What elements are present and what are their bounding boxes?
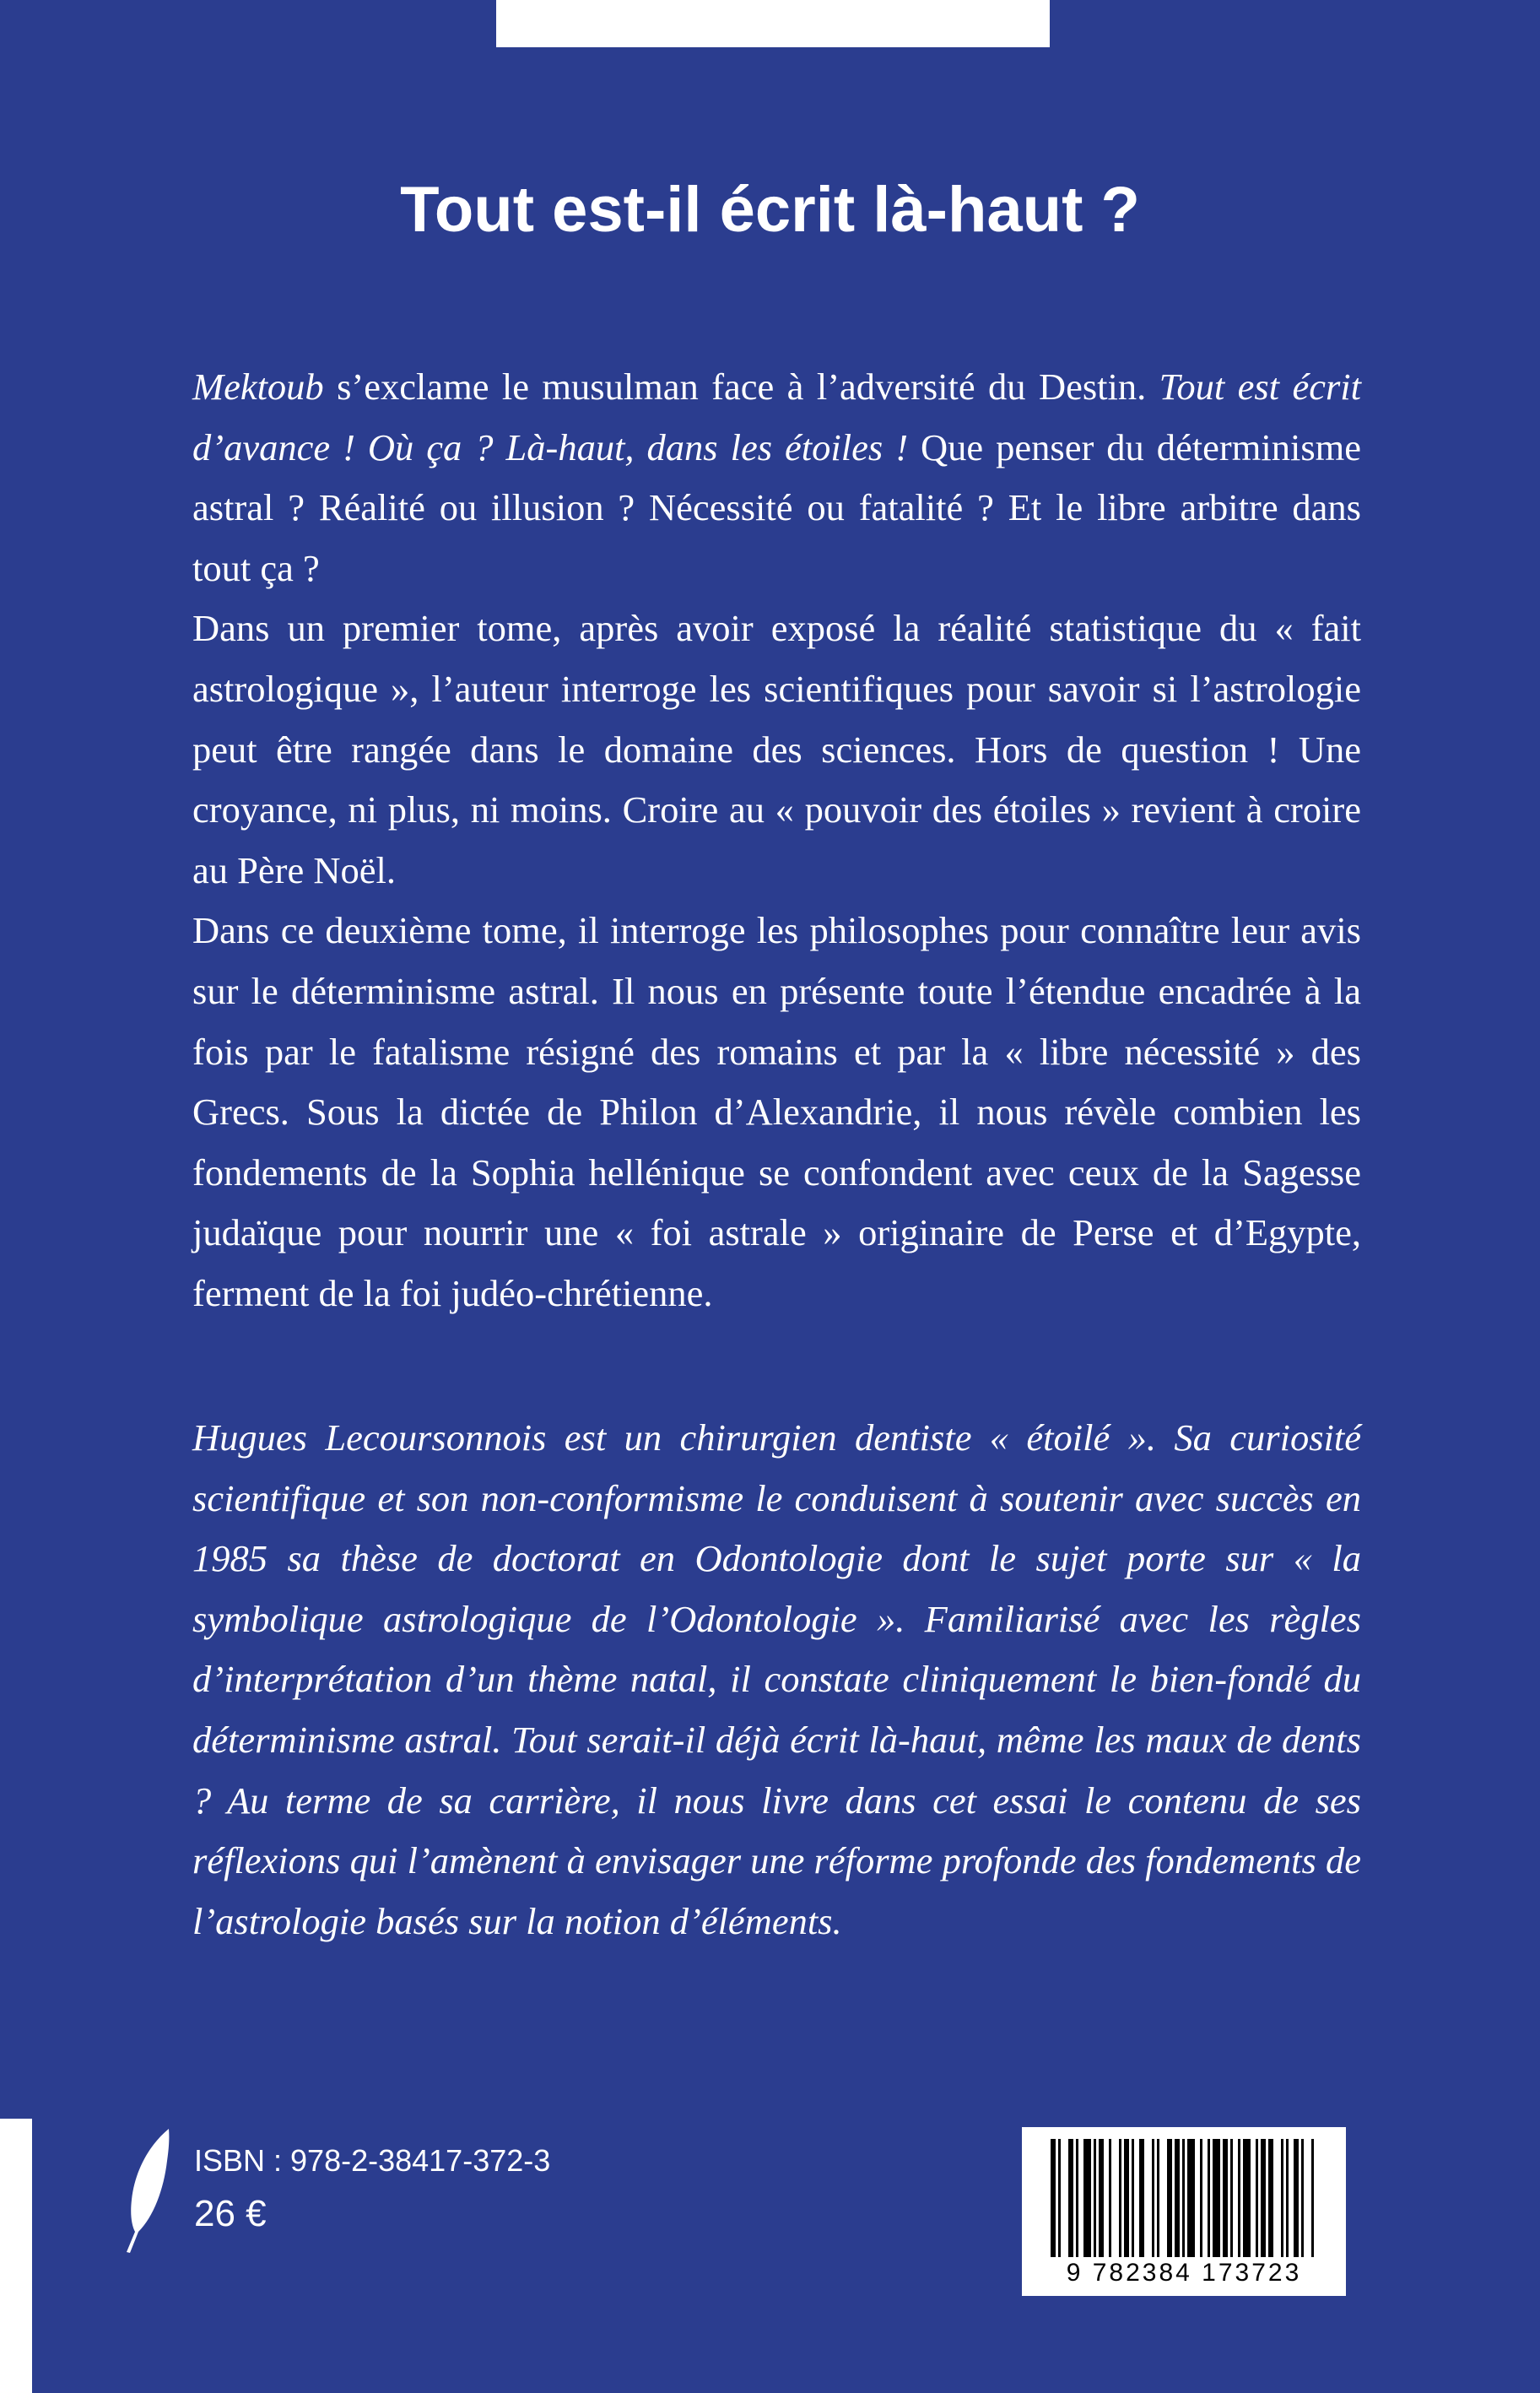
- barcode-bar: [1281, 2139, 1283, 2257]
- barcode-bar: [1099, 2139, 1104, 2257]
- barcode-bar: [1208, 2139, 1210, 2257]
- isbn-text: ISBN : 978-2-38417-372-3: [194, 2143, 551, 2178]
- barcode-bar: [1076, 2139, 1078, 2257]
- summary-run-1: s’exclame le musulman face à l’adversité du Destin.: [323, 365, 1159, 408]
- price-text: 26 €: [194, 2193, 267, 2234]
- barcode-bar: [1200, 2139, 1202, 2257]
- summary-paragraph-3: Dans ce deuxième tome, il interroge les philosophes pour connaître leur avis sur le déterminisme astral. Il nous en présente toute l’étendue encadrée à la fois par le fatalisme résigné des romains et par la « libre nécessité » des Grecs. Sous la dictée de Philon d’Alexandrie, il nous révèle combien les fondements de la Sophia hellénique se confondent avec ceux de la Sagesse judaïque pour nourrir une « foi astrale » originaire de Perse et d’Egypte, ferment de la foi judéo-chrétienne.: [192, 909, 1361, 1314]
- summary-text: [192, 357, 1361, 1324]
- top-white-tab: [496, 0, 1050, 47]
- barcode-bar: [1213, 2139, 1220, 2257]
- barcode-bar: [1182, 2139, 1185, 2257]
- barcode-bar: [1311, 2139, 1314, 2257]
- barcode-digits: 9 782384 173723: [1066, 2259, 1302, 2287]
- barcode-bar: [1051, 2139, 1056, 2257]
- summary-paragraph-2: Dans un premier tome, après avoir exposé la réalité statistique du « fait astrologique », l’auteur interroge les scientifiques pour savoir si l’astrologie peut être rangée dans le domaine des sciences. Hors de question ! Une croyance, ni plus, ni moins. Croire au « pouvoir des étoiles » revient à croire au Père Noël.: [192, 607, 1361, 891]
- barcode-bar: [1187, 2139, 1195, 2257]
- summary-paragraph-1: [192, 357, 1361, 598]
- barcode-bar: [1139, 2139, 1144, 2257]
- summary-run-0: Mektoub: [192, 365, 324, 408]
- barcode-bar: [1152, 2139, 1154, 2257]
- barcode-bar: [1132, 2139, 1134, 2257]
- author-bio: Hugues Lecoursonnois est un chirurgien dentiste « étoilé ». Sa curiosité scientifique et son non-conformisme le conduisent à soutenir avec succès en 1985 sa thèse de doctorat en Odontologie dont le sujet porte sur « la symbolique astrologique de l’Odontologie ». Familiarisé avec les règles d’interprétation d’un thème natal, il constate cliniquement le bien-fondé du déterminisme astral. Tout serait-il déjà écrit là-haut, même les maux de dents ? Au terme de sa carrière, il nous livre dans cet essai le contenu de ses réflexions qui l’amènent à envisager une réforme profonde des fondements de l’astrologie basés sur la notion d’éléments.: [192, 1416, 1361, 1942]
- barcode-bar: [1261, 2139, 1266, 2257]
- barcode-bar: [1124, 2139, 1129, 2257]
- barcode-bar: [1083, 2139, 1091, 2257]
- feather-icon: [116, 2127, 176, 2254]
- left-white-strip: [0, 2119, 32, 2393]
- barcode-bar: [1294, 2139, 1299, 2257]
- barcode-bar: [1256, 2139, 1258, 2257]
- barcode-bar: [1157, 2139, 1159, 2257]
- summary-run-2: Tout est écrit d’avance ! Où ça ? Là-haut, dans les étoiles !: [192, 365, 1361, 468]
- barcode-bars: [1022, 2127, 1346, 2259]
- barcode-bar: [1223, 2139, 1228, 2257]
- barcode-bar: [1286, 2139, 1289, 2257]
- barcode-bar: [1058, 2139, 1061, 2257]
- summary-run-3: Que penser du déterminisme astral ? Réalité ou illusion ? Nécessité ou fatalité ? Et le libre arbitre dans tout ça ?: [192, 425, 1361, 589]
- barcode-bar: [1238, 2139, 1240, 2257]
- barcode-bar: [1268, 2139, 1273, 2257]
- barcode-bar: [1243, 2139, 1251, 2257]
- barcode-bar: [1119, 2139, 1121, 2257]
- barcode-bar: [1167, 2139, 1172, 2257]
- barcode: [1022, 2127, 1346, 2296]
- barcode-bar: [1230, 2139, 1233, 2257]
- barcode-bar: [1301, 2139, 1304, 2257]
- cover-title: Tout est-il écrit là-haut ?: [400, 174, 1140, 246]
- barcode-bar: [1109, 2139, 1111, 2257]
- barcode-bar: [1094, 2139, 1096, 2257]
- barcode-bar: [1175, 2139, 1180, 2257]
- barcode-bar: [1068, 2139, 1073, 2257]
